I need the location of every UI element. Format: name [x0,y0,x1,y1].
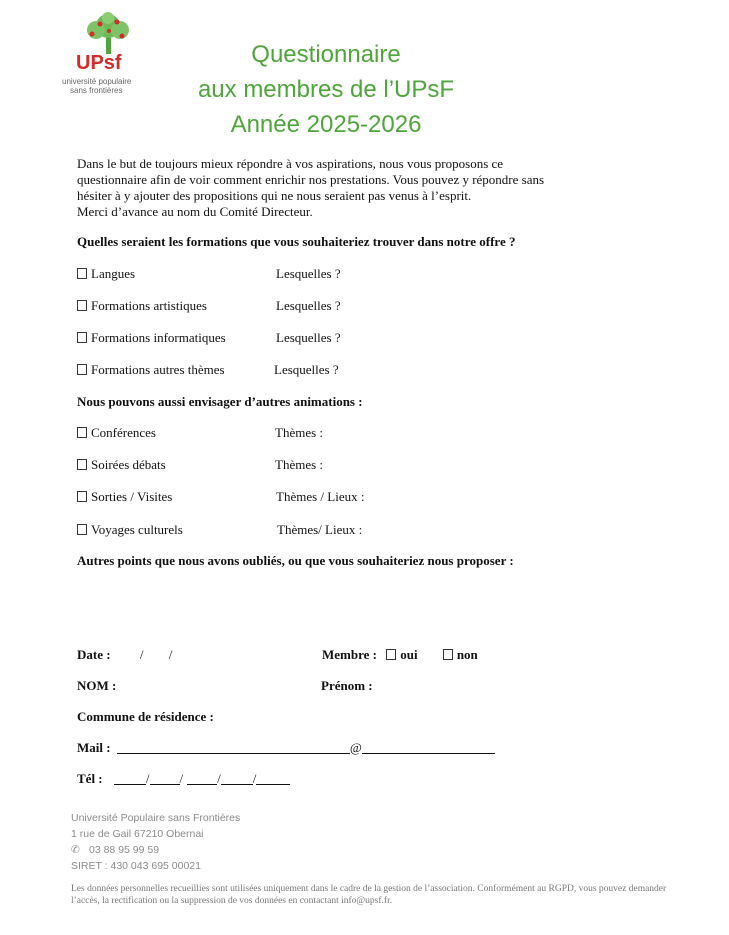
option-langues[interactable] [77,266,135,282]
checkbox[interactable] [77,459,87,470]
option-detail: Lesquelles ? [276,298,341,313]
option-detail: Thèmes : [275,457,324,472]
logo-subtitle-2: sans frontières [70,86,123,95]
option-formations-autres-themes[interactable] [77,362,225,378]
prenom-label[interactable]: Prénom : [321,678,373,693]
option-formations-artistiques[interactable] [77,298,207,314]
footer-address: 1 rue de Gail 67210 Obernai [71,828,204,840]
option-label: Soirées débats [91,457,166,472]
tel-segment[interactable] [221,772,253,785]
title-line-1: Questionnaire [251,41,401,68]
date-field[interactable] [77,647,172,663]
checkbox[interactable] [77,300,87,311]
tel-segment[interactable] [150,772,180,785]
question-other-points: Autres points que nous avons oubliés, ou que vous souhaiteriez nous proposer : [77,553,514,568]
option-detail: Thèmes/ Lieux : [277,522,363,537]
intro-line: hésiter à y ajouter des propositions qui ne nous seraient pas venus à l’esprit. [77,188,472,203]
privacy-note: Les données personnelles recueillies sont utilisées uniquement dans le cadre de la gestion de l’association. Conformément au RGPD, vous pouvez demander l’accès, la rectification ou la suppression de vos données en contactant info@upsf.fr. [71,884,667,906]
logo-subtitle-1: université populaire [62,77,132,86]
option-voyages-culturels[interactable] [77,522,183,538]
checkbox[interactable] [77,491,87,502]
intro-line: Merci d’avance au nom du Comité Directeur. [77,204,313,219]
option-label: Formations autres thèmes [91,362,225,377]
footer-phone [71,842,159,858]
option-detail: Thèmes / Lieux : [276,489,365,504]
option-detail: Thèmes : [275,425,324,440]
checkbox[interactable] [386,649,396,660]
tel-segment[interactable] [256,772,290,785]
checkbox[interactable] [443,649,453,660]
option-conferences[interactable] [77,425,156,441]
footer-siret: SIRET : 430 043 695 00021 [71,860,201,872]
date-label: Date : [77,647,111,662]
tel-field[interactable] [77,771,290,787]
option-label: Formations informatiques [91,330,226,345]
checkbox[interactable] [77,332,87,343]
upsf-logo [62,12,158,102]
yes-label: oui [400,647,418,662]
member-no-option[interactable] [443,647,478,662]
tel-separator: / [252,771,257,786]
intro-paragraph [77,156,577,220]
at-sign: @ [349,740,362,755]
date-separator: / [139,647,144,662]
member-label: Membre : [322,647,377,662]
tel-label: Tél : [77,771,103,786]
intro-line: Dans le but de toujours mieux répondre à vos aspirations, nous vous proposons ce [77,156,504,171]
no-label: non [456,647,478,662]
commune-label[interactable]: Commune de résidence : [77,709,214,724]
tel-separator: / [145,771,150,786]
footer-org: Université Populaire sans Frontières [71,812,241,824]
checkbox[interactable] [77,524,87,535]
option-detail: Lesquelles ? [276,330,341,345]
member-yes-option[interactable] [386,647,417,662]
option-label: Sorties / Visites [91,489,173,504]
tel-segment[interactable] [187,772,217,785]
tree-icon [62,12,158,56]
checkbox[interactable] [77,268,87,279]
option-detail: Lesquelles ? [274,362,339,377]
phone-number: 03 88 95 99 59 [89,844,160,856]
question-formations: Quelles seraient les formations que vous souhaiteriez trouver dans notre offre ? [77,234,516,249]
tel-segment[interactable] [114,772,146,785]
option-detail: Lesquelles ? [276,266,341,281]
date-separator: / [168,647,173,662]
logo-wordmark: UPsf [76,52,122,74]
option-label: Langues [91,266,136,281]
checkbox[interactable] [77,364,87,375]
phone-icon: ✆ [71,844,80,856]
mail-line[interactable] [117,741,350,754]
option-label: Formations artistiques [91,298,207,313]
member-field [322,647,478,663]
mail-label: Mail : [77,740,111,755]
mail-field[interactable] [77,740,495,756]
option-sorties-visites[interactable] [77,489,172,505]
intro-line: questionnaire afin de voir comment enrichir nos prestations. Vous pouvez y répondre sans [77,172,545,187]
option-label: Conférences [91,425,156,440]
mail-domain-line[interactable] [362,741,495,754]
title-line-2: aux membres de l’UPsF [197,76,455,103]
option-soirees-debats[interactable] [77,457,166,473]
tel-separator: / [179,771,184,786]
option-label: Voyages culturels [91,522,183,537]
nom-label[interactable]: NOM : [77,678,117,693]
title-line-3: Année 2025-2026 [230,111,422,138]
question-animations: Nous pouvons aussi envisager d’autres animations : [77,394,363,409]
checkbox[interactable] [77,427,87,438]
option-formations-informatiques[interactable] [77,330,226,346]
tel-separator: / [217,771,221,786]
